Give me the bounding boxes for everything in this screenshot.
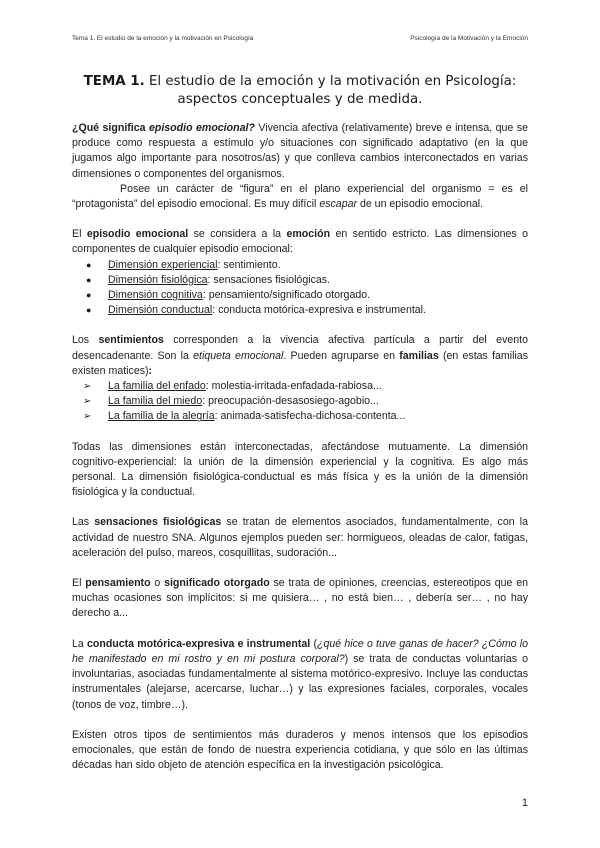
title-text: El estudio de la emoción y la motivación en Psicología: aspectos conceptuales y de medida.: [148, 74, 517, 107]
document-title: [72, 73, 528, 109]
list-item: ➢ La familia de la alegría: animada-satisfecha-dichosa-contenta...: [72, 409, 528, 424]
paragraph-conducta: La conducta motórica-expresiva e instrumental (¿qué hice o tuve ganas de hacer? ¿Cómo lo he manifestado en mi rostro y en mi postura corporal?) se trata de conductas voluntarias o involuntarias, asociadas fundamentalmente al sistema motórico-expresivo. Incluye las conductas instrumentales (alejarse, acercarse, luchar…) y las expresiones faciales, corporales, vocales (tonos de voz, timbre…).: [72, 637, 528, 711]
list-item: ➢ La familia del miedo: preocupación-desasosiego-agobio...: [72, 394, 528, 409]
paragraph-otros-sentimientos: Existen otros tipos de sentimientos más duraderos y menos intensos que los episodios emocionales, que están de fondo de nuestra experiencia cotidiana, y que sólo en las últimas décadas han sido objeto de atención específica en la investigación psicológica.: [72, 728, 528, 772]
arrow-bullet-icon: ➢: [83, 396, 92, 408]
list-item: ● Dimensión fisiológica: sensaciones fisiológicas.: [72, 273, 528, 288]
running-header-right: Psicología de la Motivación y la Emoción: [410, 35, 528, 42]
list-item: ● Dimensión experiencial: sentimiento.: [72, 258, 528, 273]
paragraph-sensaciones: Las sensaciones fisiológicas se tratan de elementos asociados, fundamentalmente, con la actividad de nuestro SNA. Algunos ejemplos pueden ser: hormigueos, oleadas de calor, fatigas, aceleración del pulso, mareos, cosquillitas, sudoración...: [72, 516, 529, 559]
arrow-bullet-icon: ➢: [83, 411, 92, 423]
page-number: 1: [521, 797, 528, 809]
document-body: [72, 121, 528, 773]
list-item: ➢ La familia del enfado: molestia-irritada-enfadada-rabiosa...: [72, 379, 528, 394]
title-number: TEMA 1.: [83, 74, 145, 89]
arrow-bullet-icon: ➢: [83, 381, 92, 393]
bullet-icon: ●: [86, 305, 92, 316]
paragraph-episodio: El episodio emocional se considera a la emoción en sentido estricto. Las dimensiones o componentes de cualquier episodio emocional:: [72, 228, 528, 256]
paragraph-figure: Posee un carácter de “figura” en el plano experiencial del organismo = es el “protagonista” del episodio emocional. Es muy difícil escapar de un episodio emocional.: [72, 182, 528, 211]
paragraph-definition: ¿Qué significa episodio emocional? Vivencia afectiva (relativamente) breve e intensa, que se produce como respuesta a estímulo y/o situaciones con significado adaptativo (en la que jugamos algo importante para nosotros/as) y que conlleva cambios interconectados en varias dimensiones o componentes del organismos.: [72, 122, 528, 180]
paragraph-sentimientos: Los sentimientos corresponden a la vivencia afectiva partícula a partir del evento desencadenante. Son la etiqueta emocional. Pueden agruparse en familias (en estas familias existen matices):: [72, 334, 528, 377]
families-list: [72, 379, 528, 425]
paragraph-pensamiento: El pensamiento o significado otorgado se trata de opiniones, creencias, estereotipos que en muchas ocasiones son implícitos: si me quisiera… , no está bien… , debería ser… , no hay derecho a...: [72, 577, 528, 620]
paragraph-dimensions-interconnected: Todas las dimensiones están interconectadas, afectándose mutuamente. La dimensión cognitivo-experiencial: la unión de la dimensión experiencial y la cognitiva. Es algo más personal. La dimensión fisiológica-conductual es más física y es la unión de la dimensión fisiológica y la conductual.: [72, 440, 528, 499]
bullet-icon: ●: [86, 290, 92, 301]
bullet-icon: ●: [86, 259, 92, 270]
running-header-left: Tema 1. El estudio de la emoción y la motivación en Psicología: [72, 35, 254, 42]
list-item: ● Dimensión cognitiva: pensamiento/significado otorgado.: [72, 288, 528, 303]
dimensions-list: [72, 258, 528, 319]
list-item: ● Dimensión conductual: conducta motórica-expresiva e instrumental.: [72, 303, 528, 318]
bullet-icon: ●: [86, 274, 92, 285]
